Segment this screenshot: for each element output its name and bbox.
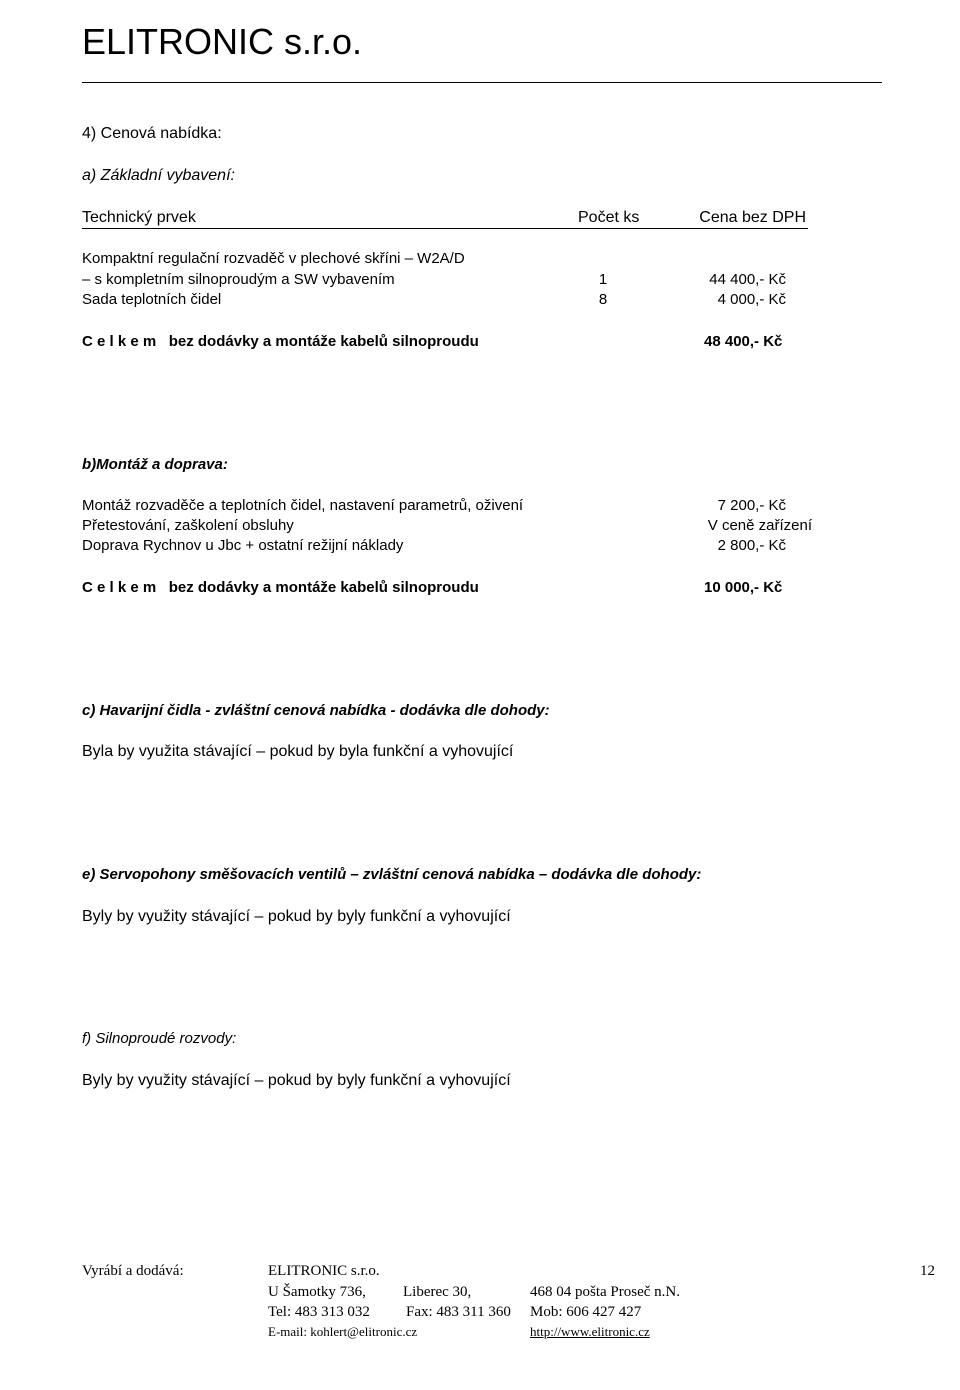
table-row-item: Montáž rozvaděče a teplotních čidel, nastavení parametrů, oživení [82, 497, 524, 514]
section-b-title: b)Montáž a doprava: [82, 456, 228, 473]
table-row-price: 2 800,- Kč [717, 537, 786, 554]
section-e-title-text: e) Servopohony směšovacích ventilů – zvláštní cenová nabídka – dodávka dle dohody: [82, 866, 702, 883]
footer-label: Vyrábí a dodává: [82, 1263, 184, 1279]
footer-post: 468 04 pošta Proseč n.N. [530, 1284, 680, 1300]
column-header-item: Technický prvek [82, 209, 196, 226]
table-row-item-line: – s kompletním silnoproudým a SW vybavením [82, 271, 395, 288]
section-f-title: f) Silnoproudé rozvody: [82, 1030, 237, 1047]
section-f-text: Byly by využity stávající – pokud by byly funkční a vyhovující [82, 1072, 511, 1089]
footer-fax: Fax: 483 311 360 [406, 1304, 511, 1320]
footer-mob: Mob: 606 427 427 [530, 1304, 642, 1320]
section-e-title [82, 866, 701, 884]
footer-city: Liberec 30, [403, 1284, 472, 1300]
footer-web-link[interactable]: http://www.elitronic.cz [530, 1324, 650, 1339]
footer-company: ELITRONIC s.r.o. [268, 1263, 380, 1279]
table-row-price: V ceně zařízení [707, 517, 812, 534]
section-a-total-label [82, 333, 479, 351]
section-c-text: Byla by využita stávající – pokud by byla funkční a vyhovující [82, 743, 514, 760]
total-label-suffix: bez dodávky a montáže kabelů silnoproudu [168, 579, 479, 596]
table-row-item: Doprava Rychnov u Jbc + ostatní režijní náklady [82, 537, 404, 554]
section-a-total-value: 48 400,- Kč [704, 333, 783, 350]
table-row-item-line: Kompaktní regulační rozvaděč v plechové skříni – W2A/D [82, 250, 465, 267]
total-label-suffix: bez dodávky a montáže kabelů silnoproudu [168, 333, 479, 350]
footer-street: U Šamotky 736, [268, 1284, 366, 1300]
table-row-price: 7 200,- Kč [717, 497, 786, 514]
total-label-prefix: C e l k e m [82, 579, 157, 596]
section-b-total-label [82, 579, 479, 597]
table-row-item-line: Sada teplotních čidel [82, 291, 222, 308]
footer-tel: Tel: 483 313 032 [268, 1304, 370, 1320]
column-header-price: Cena bez DPH [699, 209, 806, 226]
table-row-price: 44 400,- Kč [709, 271, 786, 288]
section-a-title: a) Základní vybavení: [82, 167, 235, 184]
column-header-qty: Počet ks [578, 209, 640, 226]
company-title: ELITRONIC s.r.o. [82, 21, 363, 62]
total-label-prefix: C e l k e m [82, 333, 157, 350]
section-c-title: c) Havarijní čidla - zvláštní cenová nabídka - dodávka dle dohody: [82, 702, 550, 719]
table-row-item: Přetestování, zaškolení obsluhy [82, 517, 294, 534]
table-row-qty: 8 [598, 291, 608, 308]
header-divider [82, 82, 882, 83]
table-header-underline [82, 228, 808, 229]
page-number: 12 [920, 1263, 935, 1279]
section-title: 4) Cenová nabídka: [82, 125, 222, 142]
footer-email: E-mail: kohlert@elitronic.cz [268, 1324, 418, 1339]
table-row-qty: 1 [598, 271, 608, 288]
section-e-text: Byly by využity stávající – pokud by byly funkční a vyhovující [82, 908, 511, 925]
table-row-price: 4 000,- Kč [717, 291, 786, 308]
section-b-total-value: 10 000,- Kč [704, 579, 783, 596]
